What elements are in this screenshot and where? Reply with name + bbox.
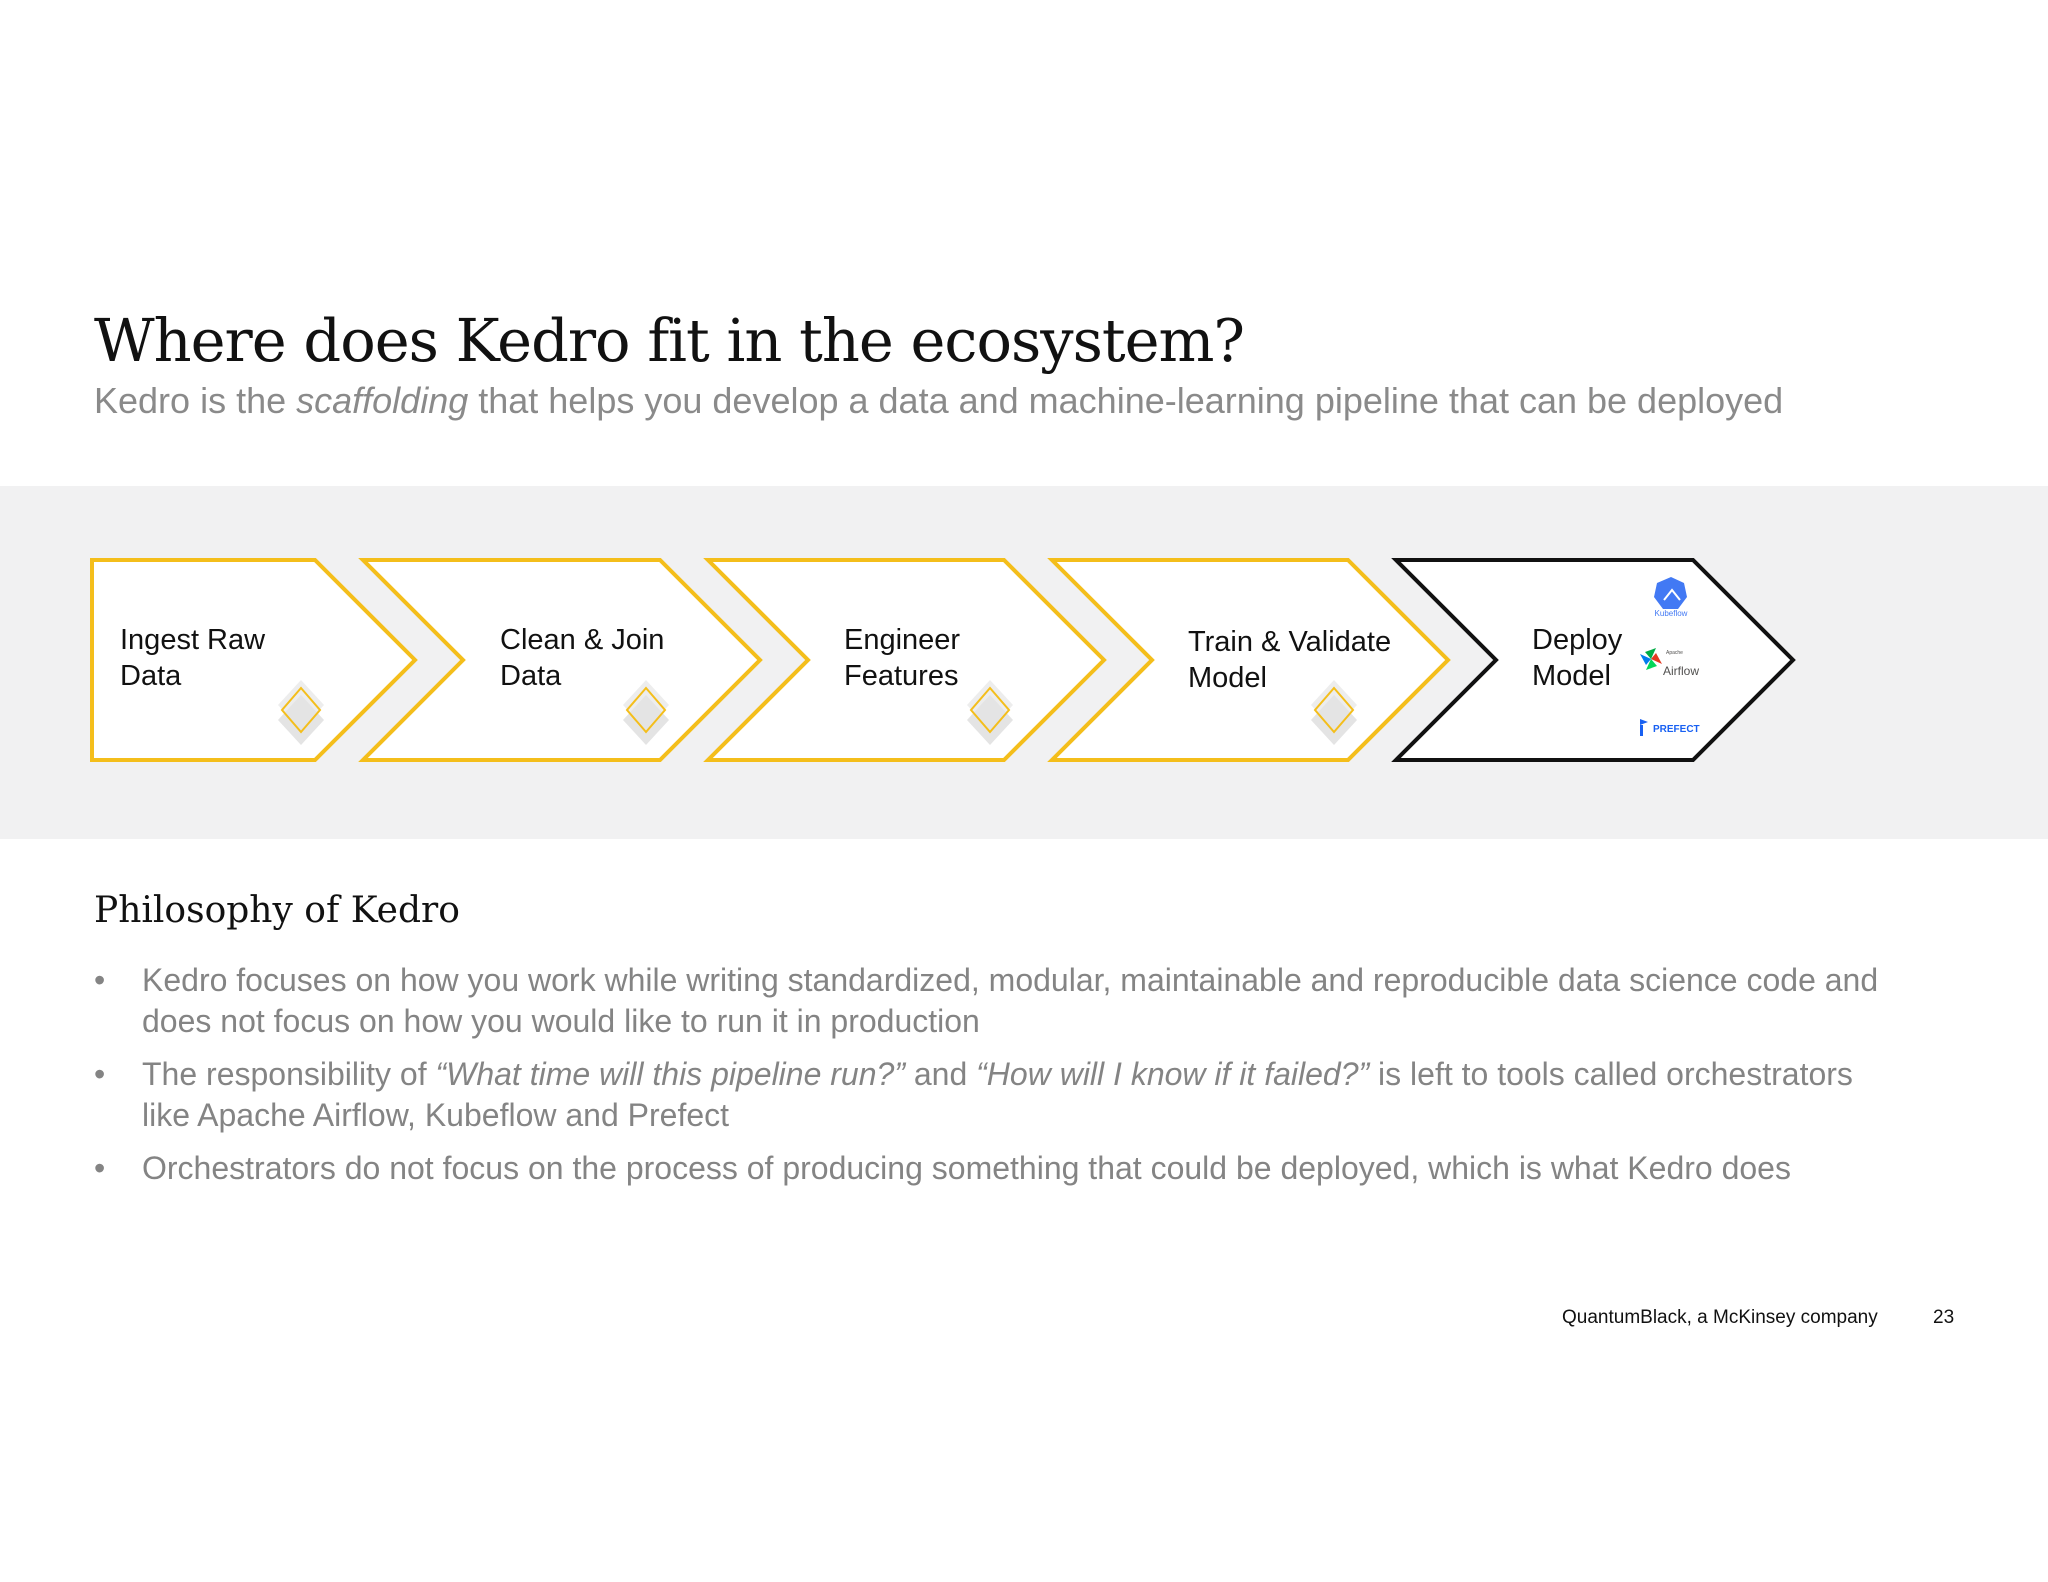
pipeline-step-3-label: Engineer Features [844, 624, 961, 692]
subtitle-text-end: that helps you develop a data and machine-learning pipeline that can be deployed [468, 380, 1784, 421]
pipeline-step-4-label: Train & Validate Model [1188, 626, 1392, 694]
bullet-text: Kedro focuses on how you work while writing standardized, modular, maintainable and reproducible data science code and does not focus on how you would like to run it in production [142, 962, 1879, 1039]
pipeline-step-2-label: Clean & Join Data [500, 624, 665, 692]
bullet-icon: • [94, 1056, 106, 1092]
bullet-text-part: is left to tools called orchestrators like Apache Airflow, Kubeflow and Prefect [142, 1056, 1853, 1133]
list-item [94, 1054, 1894, 1136]
airflow-logo-text: Airflow [1663, 664, 1700, 678]
bullet-text: Orchestrators do not focus on the process of producing something that could be deployed, which is what Kedro does [142, 1150, 1791, 1186]
subtitle-text-start: Kedro is the [94, 380, 297, 421]
bullet-icon: • [94, 962, 106, 998]
bullet-quote: “What time will this pipeline run?” [435, 1056, 905, 1092]
prefect-logo-text: PREFECT [1653, 724, 1700, 735]
pipeline-diagram [0, 486, 2048, 839]
philosophy-bullet-list [94, 960, 1894, 1201]
bullet-text-part: and [904, 1056, 977, 1092]
airflow-logo-caption: Apache [1666, 650, 1683, 656]
philosophy-heading: Philosophy of Kedro [94, 890, 460, 931]
list-item [94, 960, 1894, 1042]
list-item [94, 1148, 1894, 1189]
kubeflow-icon [1654, 577, 1688, 618]
slide-subtitle [94, 380, 1783, 422]
footer-company: QuantumBlack, a McKinsey company [1562, 1307, 1878, 1328]
bullet-text-part: The responsibility of [142, 1056, 436, 1092]
bullet-quote: “How will I know if it failed?” [976, 1056, 1370, 1092]
page-number: 23 [1933, 1307, 1955, 1328]
pipeline-step-1-label: Ingest Raw Data [120, 624, 266, 692]
kubeflow-logo-text: Kubeflow [1654, 609, 1688, 618]
pipeline-step-5-label: Deploy Model [1532, 624, 1623, 692]
bullet-icon: • [94, 1150, 106, 1186]
slide-title: Where does Kedro fit in the ecosystem? [94, 306, 1245, 375]
subtitle-emphasis: scaffolding [296, 380, 469, 421]
